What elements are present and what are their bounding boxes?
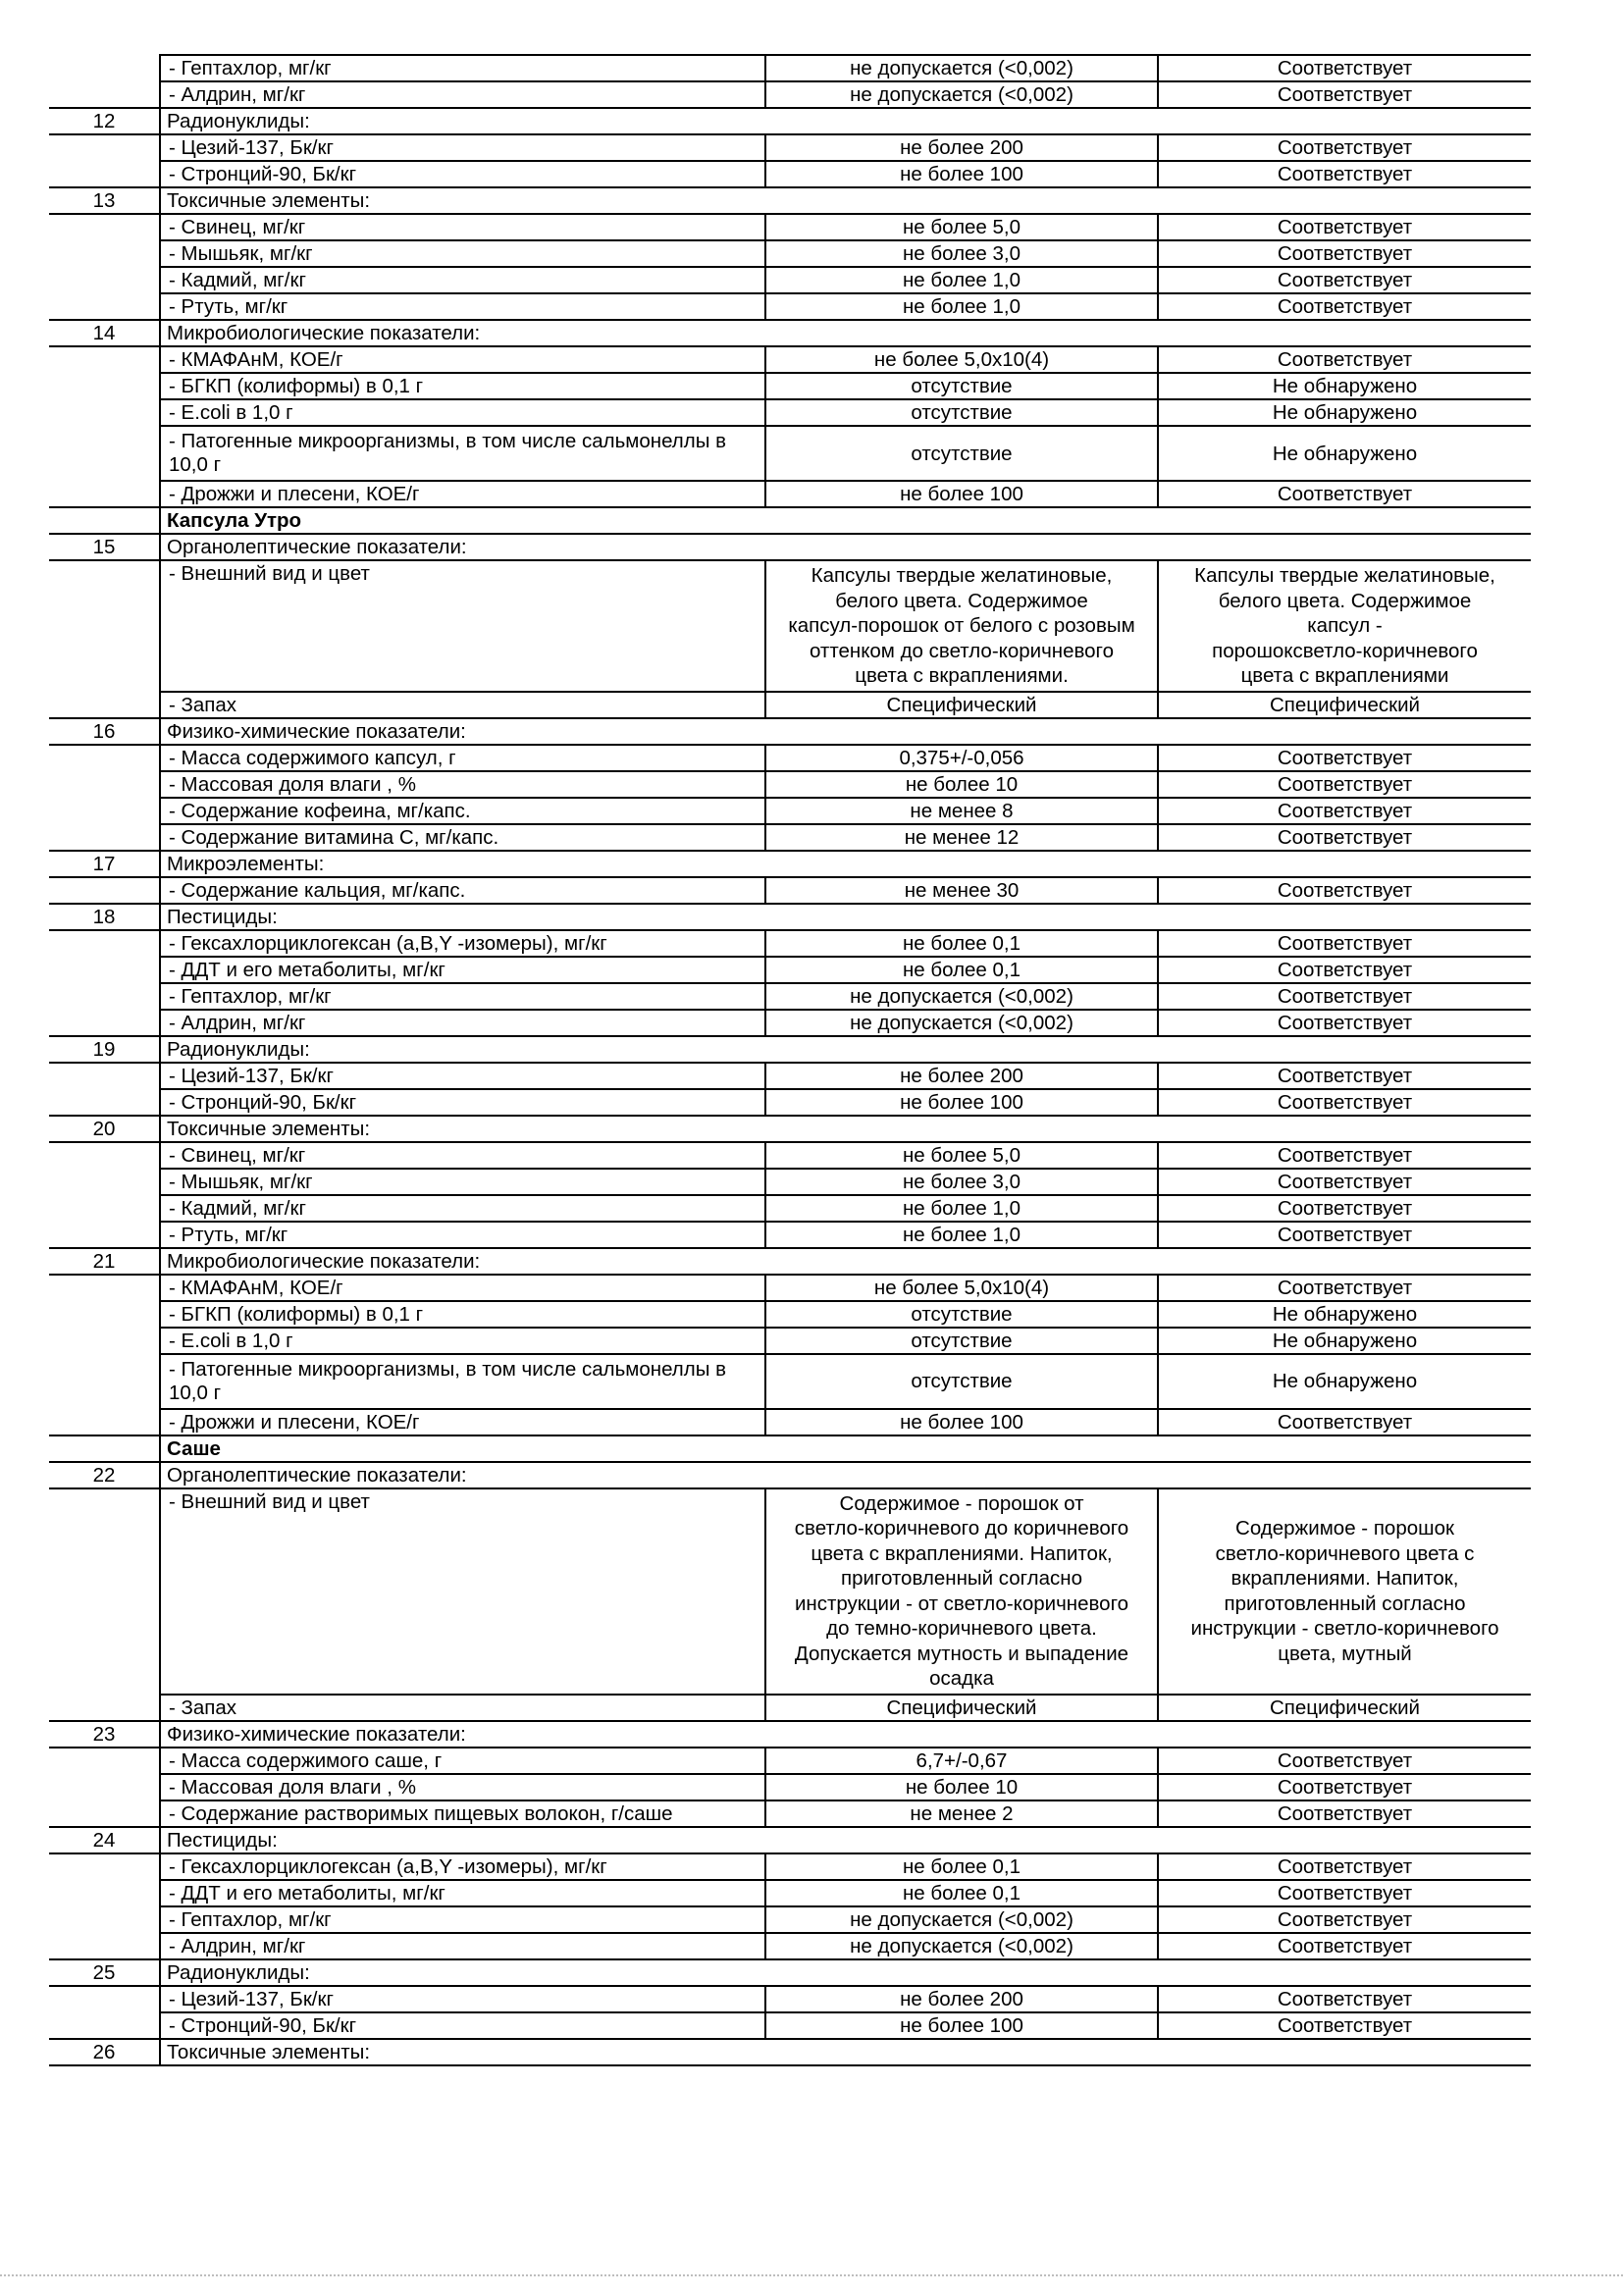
section-title: Микробиологические показатели: [160, 320, 1531, 346]
indicator-result: Соответствует [1158, 1774, 1531, 1800]
indicator-name: - Масса содержимого саше, г [160, 1748, 765, 1774]
section-header-row [49, 1827, 1531, 1853]
row-number-empty [49, 798, 160, 824]
indicator-name: - Стронций-90, Бк/кг [160, 1089, 765, 1116]
row-number-empty [49, 399, 160, 426]
indicator-result: Соответствует [1158, 1142, 1531, 1169]
indicator-row [49, 240, 1531, 267]
row-number-empty [49, 240, 160, 267]
indicator-row [49, 1906, 1531, 1933]
section-header-row [49, 1462, 1531, 1488]
indicator-result: Не обнаружено [1158, 399, 1531, 426]
indicator-name: - Содержание кофеина, мг/капс. [160, 798, 765, 824]
indicator-norm: отсутствие [765, 373, 1158, 399]
row-number-empty [49, 692, 160, 718]
specification-table-body [49, 55, 1531, 2065]
indicator-name: - БГКП (колиформы) в 0,1 г [160, 373, 765, 399]
indicator-row [49, 1774, 1531, 1800]
section-header-row [49, 904, 1531, 930]
row-number-empty [49, 1142, 160, 1169]
row-number-empty [49, 293, 160, 320]
row-number-empty [49, 771, 160, 798]
indicator-name: - Алдрин, мг/кг [160, 1010, 765, 1036]
row-number-empty [49, 81, 160, 108]
indicator-norm: не более 100 [765, 161, 1158, 187]
indicator-row [49, 771, 1531, 798]
indicator-row [49, 957, 1531, 983]
indicator-name: - Гептахлор, мг/кг [160, 1906, 765, 1933]
indicator-result: Соответствует [1158, 957, 1531, 983]
indicator-row [49, 1748, 1531, 1774]
indicator-result: Соответствует [1158, 798, 1531, 824]
indicator-name: - Стронций-90, Бк/кг [160, 161, 765, 187]
indicator-result: Соответствует [1158, 134, 1531, 161]
section-number: 23 [49, 1721, 160, 1748]
row-number-empty [49, 1169, 160, 1195]
section-title: Токсичные элементы: [160, 1116, 1531, 1142]
section-number: 18 [49, 904, 160, 930]
indicator-norm: 6,7+/-0,67 [765, 1748, 1158, 1774]
indicator-row [49, 1986, 1531, 2012]
indicator-row [49, 161, 1531, 187]
section-number: 25 [49, 1959, 160, 1986]
section-number-empty [49, 1435, 160, 1462]
indicator-norm: не более 100 [765, 1089, 1158, 1116]
indicator-norm: не менее 8 [765, 798, 1158, 824]
indicator-norm: не более 0,1 [765, 1880, 1158, 1906]
indicator-row [49, 1195, 1531, 1222]
product-header-row [49, 507, 1531, 534]
indicator-row [49, 877, 1531, 904]
indicator-result: Соответствует [1158, 1853, 1531, 1880]
indicator-result: Соответствует [1158, 1195, 1531, 1222]
indicator-result: Специфический [1158, 1695, 1531, 1721]
indicator-row [49, 1142, 1531, 1169]
indicator-result: Соответствует [1158, 1169, 1531, 1195]
indicator-row [49, 134, 1531, 161]
indicator-result: Соответствует [1158, 1010, 1531, 1036]
indicator-name: - Ртуть, мг/кг [160, 1222, 765, 1248]
indicator-name: - Запах [160, 692, 765, 718]
indicator-name: - Стронций-90, Бк/кг [160, 2012, 765, 2039]
indicator-row [49, 1222, 1531, 1248]
indicator-norm: не более 5,0 [765, 214, 1158, 240]
indicator-result: Содержимое - порошок светло-коричневого цвета с вкраплениями. Напиток, приготовленный согласно инструкции - светло-коричневого цвета, мутный [1158, 1488, 1531, 1695]
indicator-name: - Ртуть, мг/кг [160, 293, 765, 320]
indicator-result: Соответствует [1158, 55, 1531, 81]
indicator-name: - E.coli в 1,0 г [160, 399, 765, 426]
row-number-empty [49, 55, 160, 81]
indicator-result: Капсулы твердые желатиновые, белого цвета. Содержимое капсул - порошоксветло-коричневого цвета с вкраплениями [1158, 560, 1531, 692]
indicator-row [49, 55, 1531, 81]
row-number-empty [49, 1906, 160, 1933]
indicator-result: Соответствует [1158, 346, 1531, 373]
indicator-row [49, 1328, 1531, 1354]
indicator-row [49, 824, 1531, 851]
indicator-name: - Гептахлор, мг/кг [160, 55, 765, 81]
indicator-result: Не обнаружено [1158, 373, 1531, 399]
indicator-result: Соответствует [1158, 267, 1531, 293]
indicator-result: Соответствует [1158, 1800, 1531, 1827]
indicator-norm: не менее 30 [765, 877, 1158, 904]
indicator-row [49, 214, 1531, 240]
indicator-row [49, 930, 1531, 957]
indicator-norm: не более 10 [765, 1774, 1158, 1800]
indicator-result: Соответствует [1158, 1906, 1531, 1933]
row-number-empty [49, 930, 160, 957]
indicator-norm: не допускается (<0,002) [765, 1010, 1158, 1036]
section-number-empty [49, 507, 160, 534]
indicator-result: Соответствует [1158, 1089, 1531, 1116]
indicator-row [49, 1169, 1531, 1195]
section-number: 24 [49, 1827, 160, 1853]
indicator-name: - КМАФАнМ, КОЕ/г [160, 346, 765, 373]
indicator-norm: отсутствие [765, 399, 1158, 426]
indicator-norm: не более 1,0 [765, 1195, 1158, 1222]
indicator-row [49, 798, 1531, 824]
section-number: 13 [49, 187, 160, 214]
row-number-empty [49, 481, 160, 507]
indicator-result: Не обнаружено [1158, 1328, 1531, 1354]
indicator-name: - E.coli в 1,0 г [160, 1328, 765, 1354]
indicator-result: Соответствует [1158, 983, 1531, 1010]
section-number: 19 [49, 1036, 160, 1063]
indicator-norm: не более 0,1 [765, 1853, 1158, 1880]
indicator-row [49, 481, 1531, 507]
row-number-empty [49, 1328, 160, 1354]
section-header-row [49, 1036, 1531, 1063]
section-number: 16 [49, 718, 160, 745]
row-number-empty [49, 267, 160, 293]
indicator-norm: не менее 12 [765, 824, 1158, 851]
section-title: Органолептические показатели: [160, 1462, 1531, 1488]
row-number-empty [49, 1301, 160, 1328]
row-number-empty [49, 1195, 160, 1222]
section-title: Токсичные элементы: [160, 187, 1531, 214]
indicator-norm: не допускается (<0,002) [765, 983, 1158, 1010]
indicator-norm: не более 3,0 [765, 240, 1158, 267]
indicator-name: - Алдрин, мг/кг [160, 81, 765, 108]
indicator-name: - Внешний вид и цвет [160, 1488, 765, 1695]
indicator-name: - ДДТ и его метаболиты, мг/кг [160, 1880, 765, 1906]
row-number-empty [49, 1409, 160, 1435]
section-title: Органолептические показатели: [160, 534, 1531, 560]
section-title: Микробиологические показатели: [160, 1248, 1531, 1275]
row-number-empty [49, 1774, 160, 1800]
section-header-row [49, 1721, 1531, 1748]
indicator-norm: не более 5,0 [765, 1142, 1158, 1169]
indicator-norm: не более 1,0 [765, 1222, 1158, 1248]
indicator-norm: Специфический [765, 1695, 1158, 1721]
indicator-name: - Кадмий, мг/кг [160, 267, 765, 293]
indicator-norm: отсутствие [765, 1328, 1158, 1354]
indicator-name: - Гексахлорциклогексан (а,В,Y -изомеры), мг/кг [160, 930, 765, 957]
section-number: 20 [49, 1116, 160, 1142]
row-number-empty [49, 1986, 160, 2012]
indicator-name: - Внешний вид и цвет [160, 560, 765, 692]
row-number-empty [49, 824, 160, 851]
row-number-empty [49, 877, 160, 904]
indicator-name: - Гексахлорциклогексан (а,В,Y -изомеры), мг/кг [160, 1853, 765, 1880]
indicator-name: - ДДТ и его метаболиты, мг/кг [160, 957, 765, 983]
row-number-empty [49, 1933, 160, 1959]
indicator-result: Не обнаружено [1158, 1301, 1531, 1328]
indicator-row [49, 267, 1531, 293]
indicator-result: Соответствует [1158, 161, 1531, 187]
indicator-norm: не более 3,0 [765, 1169, 1158, 1195]
indicator-norm: не более 5,0х10(4) [765, 346, 1158, 373]
indicator-name: - Запах [160, 1695, 765, 1721]
row-number-empty [49, 1748, 160, 1774]
indicator-norm: не более 10 [765, 771, 1158, 798]
section-number: 14 [49, 320, 160, 346]
section-header-row [49, 108, 1531, 134]
indicator-name: - Цезий-137, Бк/кг [160, 134, 765, 161]
indicator-norm: отсутствие [765, 426, 1158, 481]
section-number: 12 [49, 108, 160, 134]
indicator-result: Соответствует [1158, 771, 1531, 798]
indicator-row [49, 426, 1531, 481]
indicator-norm: отсутствие [765, 1301, 1158, 1328]
indicator-name: - Патогенные микроорганизмы, в том числе сальмонеллы в 10,0 г [160, 1354, 765, 1409]
indicator-norm: отсутствие [765, 1354, 1158, 1409]
row-number-empty [49, 1880, 160, 1906]
indicator-norm: не более 1,0 [765, 267, 1158, 293]
indicator-norm: не более 5,0х10(4) [765, 1275, 1158, 1301]
indicator-name: - Содержание витамина С, мг/капс. [160, 824, 765, 851]
section-header-row [49, 851, 1531, 877]
indicator-name: - Содержание кальция, мг/капс. [160, 877, 765, 904]
row-number-empty [49, 1275, 160, 1301]
row-number-empty [49, 1063, 160, 1089]
section-number: 22 [49, 1462, 160, 1488]
section-number: 17 [49, 851, 160, 877]
row-number-empty [49, 1089, 160, 1116]
section-header-row [49, 718, 1531, 745]
indicator-row [49, 1488, 1531, 1695]
indicator-row [49, 293, 1531, 320]
indicator-norm: Содержимое - порошок от светло-коричневого до коричневого цвета с вкраплениями. Напиток, приготовленный согласно инструкции - от светло-коричневого до темно-коричневого цвета. Допускается мутность и выпадение осадка [765, 1488, 1158, 1695]
page-bottom-dotted-line [0, 2274, 1623, 2276]
section-title: Токсичные элементы: [160, 2039, 1531, 2065]
section-header-row [49, 187, 1531, 214]
indicator-name: - Массовая доля влаги , % [160, 1774, 765, 1800]
indicator-result: Соответствует [1158, 293, 1531, 320]
indicator-norm: не допускается (<0,002) [765, 81, 1158, 108]
indicator-row [49, 2012, 1531, 2039]
row-number-empty [49, 1354, 160, 1409]
section-header-row [49, 320, 1531, 346]
indicator-name: - Алдрин, мг/кг [160, 1933, 765, 1959]
indicator-row [49, 560, 1531, 692]
section-title: Пестициды: [160, 1827, 1531, 1853]
row-number-empty [49, 745, 160, 771]
row-number-empty [49, 1488, 160, 1695]
indicator-name: - Масса содержимого капсул, г [160, 745, 765, 771]
indicator-name: - Гептахлор, мг/кг [160, 983, 765, 1010]
product-header-row [49, 1435, 1531, 1462]
indicator-result: Соответствует [1158, 1222, 1531, 1248]
indicator-row [49, 1063, 1531, 1089]
indicator-result: Специфический [1158, 692, 1531, 718]
indicator-name: - Цезий-137, Бк/кг [160, 1063, 765, 1089]
row-number-empty [49, 1222, 160, 1248]
indicator-norm: не более 1,0 [765, 293, 1158, 320]
indicator-result: Соответствует [1158, 1880, 1531, 1906]
indicator-norm: Специфический [765, 692, 1158, 718]
indicator-result: Соответствует [1158, 745, 1531, 771]
indicator-result: Соответствует [1158, 930, 1531, 957]
section-title: Радионуклиды: [160, 1036, 1531, 1063]
indicator-norm: не более 100 [765, 481, 1158, 507]
section-header-row [49, 1959, 1531, 1986]
row-number-empty [49, 1010, 160, 1036]
indicator-result: Соответствует [1158, 824, 1531, 851]
product-title: Капсула Утро [160, 507, 1531, 534]
indicator-norm: не более 200 [765, 1986, 1158, 2012]
section-number: 26 [49, 2039, 160, 2065]
row-number-empty [49, 373, 160, 399]
indicator-result: Не обнаружено [1158, 1354, 1531, 1409]
section-title: Физико-химические показатели: [160, 718, 1531, 745]
indicator-row [49, 1880, 1531, 1906]
indicator-name: - Массовая доля влаги , % [160, 771, 765, 798]
indicator-result: Не обнаружено [1158, 426, 1531, 481]
indicator-norm: 0,375+/-0,056 [765, 745, 1158, 771]
section-title: Радионуклиды: [160, 108, 1531, 134]
row-number-empty [49, 1800, 160, 1827]
section-header-row [49, 1248, 1531, 1275]
indicator-row [49, 1089, 1531, 1116]
indicator-norm: не допускается (<0,002) [765, 1933, 1158, 1959]
indicator-norm: не допускается (<0,002) [765, 1906, 1158, 1933]
specification-table [49, 54, 1531, 2066]
indicator-result: Соответствует [1158, 1409, 1531, 1435]
indicator-row [49, 1695, 1531, 1721]
indicator-row [49, 81, 1531, 108]
row-number-empty [49, 560, 160, 692]
indicator-result: Соответствует [1158, 214, 1531, 240]
indicator-norm: не допускается (<0,002) [765, 55, 1158, 81]
section-header-row [49, 2039, 1531, 2065]
indicator-row [49, 399, 1531, 426]
indicator-result: Соответствует [1158, 81, 1531, 108]
indicator-row [49, 1933, 1531, 1959]
row-number-empty [49, 161, 160, 187]
indicator-row [49, 1275, 1531, 1301]
row-number-empty [49, 134, 160, 161]
row-number-empty [49, 957, 160, 983]
indicator-norm: не более 0,1 [765, 930, 1158, 957]
indicator-norm: не более 200 [765, 1063, 1158, 1089]
row-number-empty [49, 1853, 160, 1880]
indicator-name: - БГКП (колиформы) в 0,1 г [160, 1301, 765, 1328]
section-title: Радионуклиды: [160, 1959, 1531, 1986]
section-number: 21 [49, 1248, 160, 1275]
indicator-result: Соответствует [1158, 481, 1531, 507]
row-number-empty [49, 214, 160, 240]
indicator-norm: не менее 2 [765, 1800, 1158, 1827]
indicator-row [49, 373, 1531, 399]
indicator-norm: не более 0,1 [765, 957, 1158, 983]
indicator-result: Соответствует [1158, 1063, 1531, 1089]
row-number-empty [49, 2012, 160, 2039]
indicator-row [49, 983, 1531, 1010]
row-number-empty [49, 1695, 160, 1721]
product-title: Саше [160, 1435, 1531, 1462]
section-title: Микроэлементы: [160, 851, 1531, 877]
indicator-name: - Мышьяк, мг/кг [160, 1169, 765, 1195]
indicator-name: - Кадмий, мг/кг [160, 1195, 765, 1222]
indicator-row [49, 1853, 1531, 1880]
indicator-row [49, 1800, 1531, 1827]
indicator-result: Соответствует [1158, 1933, 1531, 1959]
indicator-row [49, 1010, 1531, 1036]
row-number-empty [49, 346, 160, 373]
indicator-name: - Свинец, мг/кг [160, 1142, 765, 1169]
section-header-row [49, 534, 1531, 560]
indicator-row [49, 1409, 1531, 1435]
indicator-norm: не более 100 [765, 2012, 1158, 2039]
indicator-name: - Дрожжи и плесени, КОЕ/г [160, 1409, 765, 1435]
indicator-name: - Мышьяк, мг/кг [160, 240, 765, 267]
indicator-name: - Дрожжи и плесени, КОЕ/г [160, 481, 765, 507]
indicator-row [49, 346, 1531, 373]
indicator-name: - КМАФАнМ, КОЕ/г [160, 1275, 765, 1301]
indicator-norm: не более 100 [765, 1409, 1158, 1435]
indicator-name: - Свинец, мг/кг [160, 214, 765, 240]
indicator-row [49, 1301, 1531, 1328]
indicator-norm: не более 200 [765, 134, 1158, 161]
section-header-row [49, 1116, 1531, 1142]
indicator-result: Соответствует [1158, 877, 1531, 904]
indicator-row [49, 745, 1531, 771]
indicator-result: Соответствует [1158, 1275, 1531, 1301]
indicator-result: Соответствует [1158, 2012, 1531, 2039]
row-number-empty [49, 983, 160, 1010]
indicator-name: - Патогенные микроорганизмы, в том числе сальмонеллы в 10,0 г [160, 426, 765, 481]
indicator-name: - Содержание растворимых пищевых волокон, г/саше [160, 1800, 765, 1827]
indicator-name: - Цезий-137, Бк/кг [160, 1986, 765, 2012]
section-title: Физико-химические показатели: [160, 1721, 1531, 1748]
indicator-result: Соответствует [1158, 1748, 1531, 1774]
row-number-empty [49, 426, 160, 481]
indicator-row [49, 692, 1531, 718]
section-title: Пестициды: [160, 904, 1531, 930]
indicator-norm: Капсулы твердые желатиновые, белого цвета. Содержимое капсул-порошок от белого с розовым оттенком до светло-коричневого цвета с вкраплениями. [765, 560, 1158, 692]
indicator-result: Соответствует [1158, 1986, 1531, 2012]
indicator-row [49, 1354, 1531, 1409]
section-number: 15 [49, 534, 160, 560]
indicator-result: Соответствует [1158, 240, 1531, 267]
